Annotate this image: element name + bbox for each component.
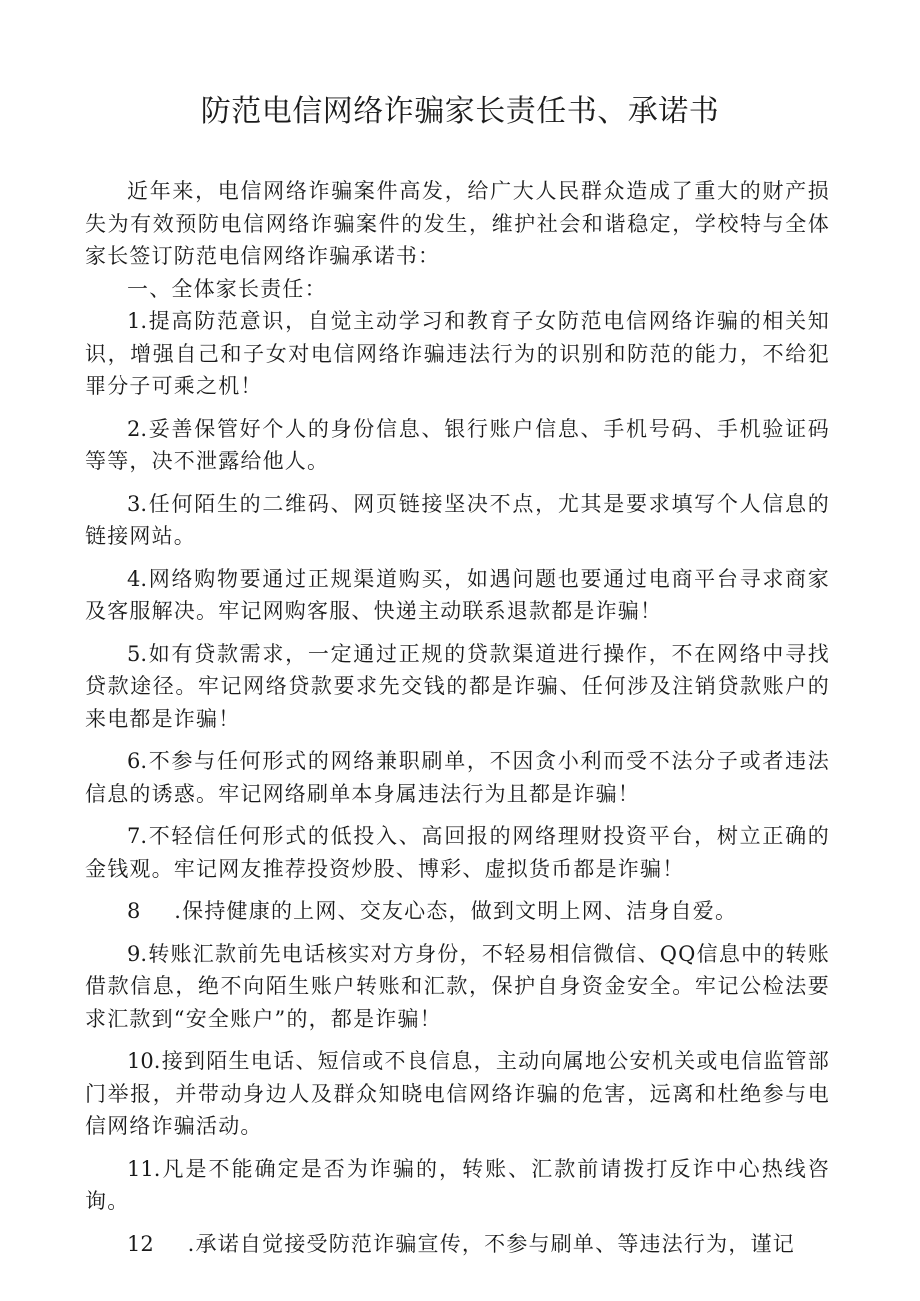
list-item [85,895,830,928]
item-text: .网络购物要通过正规渠道购买，如遇问题也要通过电商平台寻求商家及客服解决。牢记网购客服、快递主动联系退款都是诈骗！ [85,566,830,623]
item-text: .如有贷款需求，一定通过正规的贷款渠道进行操作，不在网络中寻找贷款途径。牢记网络贷款要求先交钱的都是诈骗、任何涉及注销贷款账户的来电都是诈骗！ [85,641,830,731]
list-item [85,1228,830,1261]
item-text: .凡是不能确定是否为诈骗的，转账、汇款前请拨打反诈中心热线咨询。 [85,1156,830,1213]
list-item [85,413,830,478]
item-number: 4 [127,566,141,591]
item-number: 11 [127,1156,154,1181]
item-number: 8 [127,899,141,923]
item-number: 7 [127,824,141,848]
item-number: 6 [127,749,141,773]
item-number: 10 [127,1049,154,1073]
item-text: .转账汇款前先电话核实对方身份，不轻易相信微信、QQ信息中的转账借款信息，绝不向陌生账户转账和汇款，保护自身资金安全。牢记公检法要求汇款到“安全账户”的，都是诈骗！ [85,941,830,1031]
item-text: .承诺自觉接受防范诈骗宣传，不参与刷单、等违法行为，谨记 [187,1231,795,1256]
item-text: .保持健康的上网、交友心态，做到文明上网、洁身自爱。 [174,899,738,923]
item-text: .妥善保管好个人的身份信息、银行账户信息、手机号码、手机验证码等等，决不泄露给他人。 [85,416,830,473]
item-text: .任何陌生的二维码、网页链接坚决不点，尤其是要求填写个人信息的链接网站。 [85,491,830,548]
item-number: 3 [127,491,141,516]
item-text: .不轻信任何形式的低投入、高回报的网络理财投资平台，树立正确的金钱观。牢记网友推荐投资炒股、博彩、虚拟货币都是诈骗！ [85,824,830,881]
item-number: 12 [127,1231,154,1256]
document-title: 防范电信网络诈骗家长责任书、承诺书 [200,94,720,129]
list-item [85,938,830,1036]
list-item [85,638,830,736]
item-text: .接到陌生电话、短信或不良信息，主动向属地公安机关或电信监管部门举报，并带动身边人及群众知晓电信网络诈骗的危害，远离和杜绝参与电信网络诈骗活动。 [85,1049,830,1138]
list-item [85,745,830,810]
list-item [85,563,830,628]
item-number: 2 [127,416,141,441]
section-heading: 一、全体家长责任： [127,276,327,301]
item-text: .不参与任何形式的网络兼职刷单，不因贪小利而受不法分子或者违法信息的诱惑。牢记网络刷单本身属违法行为且都是诈骗！ [85,749,830,806]
list-item [85,820,830,885]
document-body [85,175,830,1260]
list-item [85,1153,830,1218]
item-number: 5 [127,641,141,666]
item-number: 1 [127,309,141,333]
item-number: 9 [127,941,141,966]
intro-paragraph: 近年来，电信网络诈骗案件高发，给广大人民群众造成了重大的财产损失为有效预防电信网络诈骗案件的发生，维护社会和谐稳定，学校特与全体家长签订防范电信网络诈骗承诺书： [85,179,830,268]
list-item [85,305,830,403]
list-item [85,1045,830,1143]
item-text: .提高防范意识，自觉主动学习和教育子女防范电信网络诈骗的相关知识，增强自己和子女对电信网络诈骗违法行为的识别和防范的能力，不给犯罪分子可乘之机！ [85,309,830,398]
list-item [85,488,830,553]
